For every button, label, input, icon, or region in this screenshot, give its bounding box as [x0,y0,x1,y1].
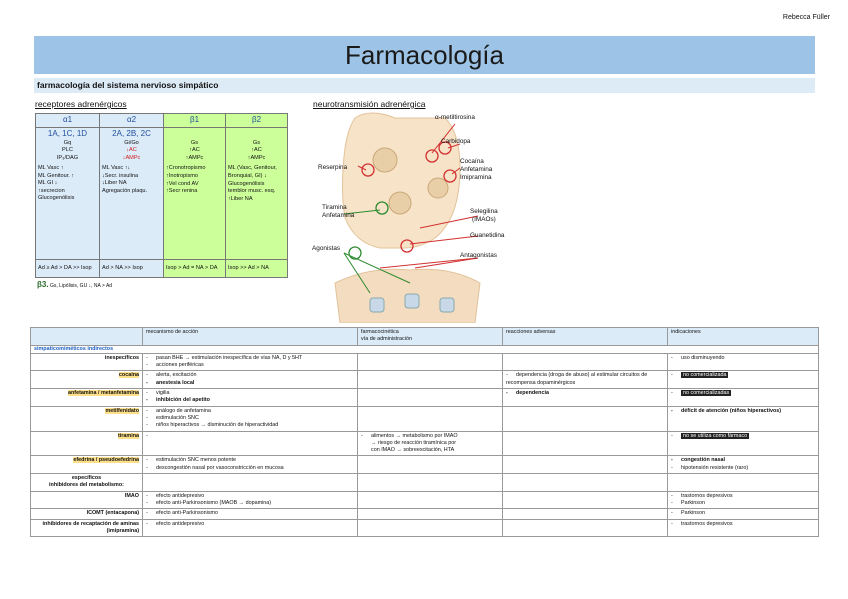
effect-b2-2: Glucogenólisis [228,180,265,187]
label-selegilina: Selegilina [470,208,498,215]
effector-a1: PLC [62,147,73,154]
effect-b1-2: ↑Vel cond AV [166,180,199,187]
label-imipramina: Imipramina [460,174,492,181]
receptor-cell-b2 [226,127,288,259]
receptor-cell-a2 [100,127,164,259]
mechanism-item: efecto antidepresivo [156,492,205,499]
label-metiltirosina: α-metiltirosina [435,114,475,121]
pk-cell [358,519,503,537]
mechanism-item: inhibición del apetito [156,397,210,404]
vesicle [428,178,448,198]
empty-cell [668,474,819,492]
effect-b1-0: ↑Cronotropismo [166,165,206,172]
pk-cell [358,406,503,431]
activation-icon [349,247,361,259]
receptor [440,298,454,312]
effect-a1-4: Glucogenólisis [38,195,75,202]
indication-cell: - trastornos depresivos - Parkinson [668,491,819,509]
indication-cell: - déficit de atención (niños hiperactivos) [668,406,819,431]
effect-a1-3: ↑secrecion [38,187,65,194]
g-protein-a1: Gq [63,139,72,146]
drug-name [31,406,143,431]
section-subtitle: farmacología del sistema nervioso simpático [34,78,815,93]
label-reserpina: Reserpina [318,164,348,171]
g-protein-b1: Gs [190,139,199,146]
drug-table [30,327,819,537]
page-title: Farmacología [34,36,815,74]
messenger-b2: ↑AMPc [247,154,266,161]
beta3-text: Gs, Lipólisis, GU ↓, NA > Ad [49,283,113,289]
label-carbidopa: Carbidopa [441,138,471,145]
indication-cell: - no comercializadas [668,389,819,407]
mechanism-item: acciones periféricas [156,362,204,369]
effect-a2-1: ↓Secr. insulina [102,172,139,179]
category-indirect: simpaticomiméticos indirectos [31,345,819,353]
mechanism-item: vigilia [156,390,170,397]
header-pharmacokinetics: farmacocinética vía de administración [358,328,503,346]
adverse-cell [503,353,668,371]
table-row [31,474,819,492]
drug-name [31,456,143,474]
beta3-label: β3. [37,280,49,289]
adverse-cell [503,406,668,431]
drug-name: inespecíficos [31,353,143,371]
indication-item: congestión nasal [681,457,726,464]
adverse-item: dependencia (droga de abuso) al estimular circuitos de recompensa dopaminérgicos [506,372,648,386]
receptor [370,298,384,312]
pk-cell: - alimentos → metabolismo por IMAO → riesgo de reacción tiramínica por con IMAO → sobreexcitación, HTA [358,431,503,456]
mechanism-cell: - análogo de anfetamina - estimulación SNC - niños hiperactivos → disminución de hiperactividad [143,406,358,431]
label-agonistas: Agonistas [312,245,341,252]
drug-name-text: metilfenidato [105,407,139,414]
category-metabolism-label: inhibidores del metabolismo: [49,482,124,489]
receptor [405,294,419,308]
adverse-item: dependencia [516,390,549,397]
corner-cell [31,328,143,346]
indication-cell: - trastornos depresivos [668,519,819,537]
indication-cell: - Parkinson [668,509,819,519]
header-adverse: reacciones adversas [503,328,668,346]
mechanism-item: efecto anti-Parkinsonismo (MAOB → dopamina) [156,499,272,506]
label-guanetidina: Guanetidina [470,232,505,239]
indication-item: déficit de atención (niños hiperactivos) [681,407,782,414]
effect-a1-0: ML Vasc ↑ [38,165,64,172]
order-a2: Ad > NA >> Isop [100,260,164,278]
vesicle [389,192,411,214]
drug-name [31,389,143,407]
indication-item: no comercializadas [683,390,730,397]
drug-name-text: efedrina / pseudoefedrina [73,457,139,464]
mechanism-item: niños hiperactivos → disminución de hiperactividad [156,422,279,429]
label-antagonistas: Antagonistas [460,252,497,259]
mechanism-cell: - efecto antidepresivo [143,519,358,537]
table-row [31,353,819,371]
mechanism-cell: - alerta, excitación - anestesia local [143,371,358,389]
adverse-cell [503,491,668,509]
effect-b1-1: ↑Inotropismo [166,172,199,179]
pk-cell [358,456,503,474]
label-imaos: (IMAOs) [472,216,496,223]
effect-a2-3: Agregación plaqu. [102,187,148,194]
effect-a1-2: ML GI ↓ [38,180,58,187]
indication-cell: - uso disminuyendo [668,353,819,371]
mechanism-item: estimulación SNC menos potente [156,457,237,464]
label-tiramina: Tiramina [322,204,347,211]
vesicle [373,148,397,172]
pk-item: con IMAO → sobreexcitación, HTA [371,447,455,454]
pk-cell [358,389,503,407]
adverse-cell [503,431,668,456]
empty-cell [143,474,358,492]
table-row [31,456,819,474]
empty-cell [503,474,668,492]
subtype-a2: 2A, 2B, 2C [112,128,151,138]
drug-name-text: cocaína [118,372,139,379]
drug-name: IMAO [31,491,143,509]
effect-b1-3: ↑Secr renina [166,188,198,195]
label-anfetamina-top: Anfetamina [460,166,493,173]
effector-b1: ↑AC [189,147,200,154]
indication-cell: - congestión nasal - hipotensión resistente (raro) [668,456,819,474]
table-row [31,406,819,431]
g-protein-a2: Gi/Go [124,139,139,146]
receptor-header-b2: β2 [226,114,288,128]
messenger-b1: ↑AMPc [185,154,204,161]
adverse-cell: - dependencia [503,389,668,407]
messenger-a1: IP₃/DAG [56,154,79,161]
effect-a2-0: ML Vasc ↑↓ [102,165,131,172]
mechanism-cell: - efecto antidepresivo - efecto anti-Parkinsonismo (MAOB → dopamina) [143,491,358,509]
g-protein-b2: Gs [252,139,261,146]
indication-item: hipotensión resistente (raro) [681,464,749,471]
receptor-header-a2: α2 [100,114,164,128]
mechanism-item: efecto anti-Parkinsonismo [156,510,219,517]
indication-item: Parkinson [681,510,705,517]
indication-item: trastornos depresivos [681,492,733,499]
mechanism-item: anestesia local [156,379,195,386]
pk-cell [358,353,503,371]
table-row [31,509,819,519]
label-anfetamina: Anfetamina [322,212,355,219]
effect-b2-4: ↑Liber NA [228,195,253,202]
indication-item: no comercializada [683,372,727,379]
drug-name: inhibidores de recaptación de aminas (imipramina) [31,519,143,537]
header-mechanism: mecanismo de acción [143,328,358,346]
drug-name-text: tiramina [118,432,139,439]
mechanism-item: pasan BHE → estimulación inespecífica de vías NA, D y 5HT [156,354,303,361]
pk-cell [358,371,503,389]
neurotransmission-diagram [310,108,510,323]
table-row [31,389,819,407]
receptor-cell-b1 [164,127,226,259]
indication-item: no se utiliza como fármaco [683,432,748,439]
receptors-heading: receptores adrenérgicos [35,99,127,109]
adverse-cell [503,509,668,519]
drug-name [31,431,143,456]
mechanism-item: descongestión nasal por vasoconstricción en mucosa [156,464,284,471]
receptor-table [35,113,288,278]
neurotransmission-heading: neurotransmisión adrenérgica [313,99,426,109]
pk-item: alimentos → metabolismo por IMAO [371,432,458,439]
order-b1: Isop > Ad = NA > DA [164,260,226,278]
effect-a1-1: ML Genitour. ↑ [38,172,75,179]
adverse-cell [503,456,668,474]
indication-item: trastornos depresivos [681,520,733,527]
table-row [31,371,819,389]
indication-item: Parkinson [681,499,705,506]
indication-item: uso disminuyendo [681,354,725,361]
effect-a2-2: ↓Liber NA [102,180,127,187]
category-specific [31,474,143,492]
mechanism-cell: - vigilia - inhibición del apetito [143,389,358,407]
messenger-a2: ↓AMPc [122,154,141,161]
adverse-cell [503,519,668,537]
pk-item: → riesgo de reacción tiramínica por [371,439,457,446]
effect-b2-0: ML (Vasc, Genitour, [228,165,277,172]
drug-name-text: anfetamina / metanfetamina [68,390,139,397]
table-row [31,491,819,509]
effector-b2: ↑AC [251,147,262,154]
drug-name [31,371,143,389]
table-row [31,431,819,456]
pk-cell [358,509,503,519]
effector-a2: ↓AC [126,147,137,154]
header-indications: indicaciones [668,328,819,346]
indication-cell: - no se utiliza como fármaco [668,431,819,456]
beta3-note [37,280,112,289]
table-row [31,519,819,537]
mechanism-item: alerta, excitación [156,372,197,379]
mechanism-cell: - [143,431,358,456]
arrow-antagonistas-2 [380,258,478,268]
mechanism-item: estimulación SNC [156,414,199,421]
indication-cell: - no comercializada [668,371,819,389]
subtype-a1: 1A, 1C, 1D [47,128,88,138]
mechanism-item: efecto antidepresivo [156,520,205,527]
order-a1: Ad ≥ Ad > DA >> Isop [36,260,100,278]
empty-cell [358,474,503,492]
mechanism-item: análogo de anfetamina [156,407,211,414]
mechanism-cell: - estimulación SNC menos potente - descongestión nasal por vasoconstricción en mucosa [143,456,358,474]
receptor-header-a1: α1 [36,114,100,128]
mechanism-cell: - pasan BHE → estimulación inespecífica de vías NA, D y 5HT - acciones periféricas [143,353,358,371]
adverse-cell: - dependencia (droga de abuso) al estimular circuitos de recompensa dopaminérgicos [503,371,668,389]
label-cocaina: Cocaína [460,158,484,165]
pk-cell [358,491,503,509]
effect-b2-3: temblor musc. esq. [228,188,276,195]
drug-name: ICOMT (entacapona) [31,509,143,519]
effect-b2-1: Bronquial, GI) ↓ [228,172,267,179]
author-name: Rebecca Füller [782,14,830,21]
category-specific-label: específicos [71,475,102,482]
receptor-cell-a1 [36,127,100,259]
receptor-header-b1: β1 [164,114,226,128]
order-b2: Isop >> Ad > NA [226,260,288,278]
mechanism-cell: - efecto anti-Parkinsonismo [143,509,358,519]
